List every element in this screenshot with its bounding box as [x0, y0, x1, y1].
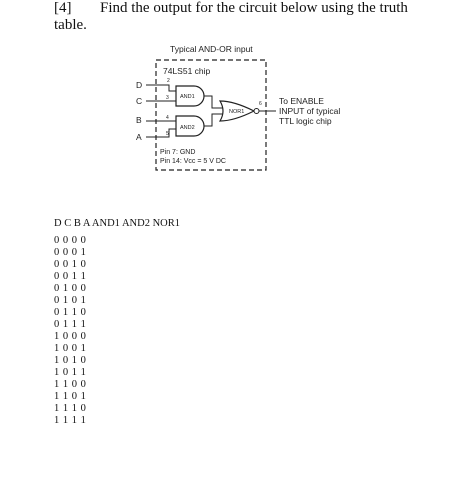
- pin-number-2: 2: [167, 78, 170, 84]
- pin-number-4: 4: [166, 115, 169, 121]
- input-label-d: D: [136, 80, 143, 90]
- pin-number-6: 6: [259, 101, 262, 107]
- truth-table-header: D C B A AND1 AND2 NOR1: [54, 218, 181, 229]
- chip-label: 74LS51 chip: [163, 66, 211, 76]
- truth-table-row: 0 0 1 0: [54, 259, 87, 270]
- question-text-continued: table.: [54, 17, 87, 33]
- truth-table-row: 0 0 1 1: [54, 271, 87, 282]
- input-label-c: C: [136, 96, 143, 106]
- truth-table-row: 0 1 1 1: [54, 319, 87, 330]
- nor1-label: NOR1: [229, 109, 245, 115]
- nor1-bubble: [254, 109, 259, 114]
- question-text: Find the output for the circuit below using the truth: [100, 0, 408, 16]
- truth-table-row: 1 1 1 1: [54, 415, 87, 426]
- pin-note-gnd: Pin 7: GND: [160, 149, 196, 156]
- output-note-line1: To ENABLE: [279, 96, 324, 106]
- truth-table-row: 0 1 1 0: [54, 307, 87, 318]
- input-label-b: B: [136, 115, 142, 125]
- question-number: [4]: [54, 0, 72, 16]
- output-note-line3: TTL logic chip: [279, 116, 332, 126]
- pin-note-vcc: Pin 14: Vcc = 5 V DC: [160, 158, 226, 165]
- truth-table-row: 1 0 1 0: [54, 355, 87, 366]
- circuit-title: Typical AND-OR input: [170, 44, 253, 54]
- and1-label: AND1: [180, 94, 195, 100]
- truth-table-row: 1 0 0 1: [54, 343, 87, 354]
- truth-table-row: 1 0 1 1: [54, 367, 87, 378]
- truth-table-row: 1 1 0 1: [54, 391, 87, 402]
- input-label-a: A: [136, 132, 142, 142]
- truth-table-row: 0 1 0 0: [54, 283, 87, 294]
- circuit-diagram: [0, 0, 474, 200]
- pin-number-5: 5: [166, 131, 169, 137]
- truth-table-row: 0 0 0 0: [54, 235, 87, 246]
- output-note-line2: INPUT of typical: [279, 106, 341, 116]
- truth-table-row: 0 0 0 1: [54, 247, 87, 258]
- truth-table-row: 1 0 0 0: [54, 331, 87, 342]
- input-wires: [146, 85, 176, 137]
- truth-table-row: 0 1 0 1: [54, 295, 87, 306]
- truth-table-row: 1 1 0 0: [54, 379, 87, 390]
- truth-table: [54, 218, 180, 427]
- truth-table-rows: [54, 235, 180, 427]
- and2-label: AND2: [180, 125, 195, 131]
- pin-number-3: 3: [166, 95, 169, 101]
- truth-table-row: 1 1 1 0: [54, 403, 87, 414]
